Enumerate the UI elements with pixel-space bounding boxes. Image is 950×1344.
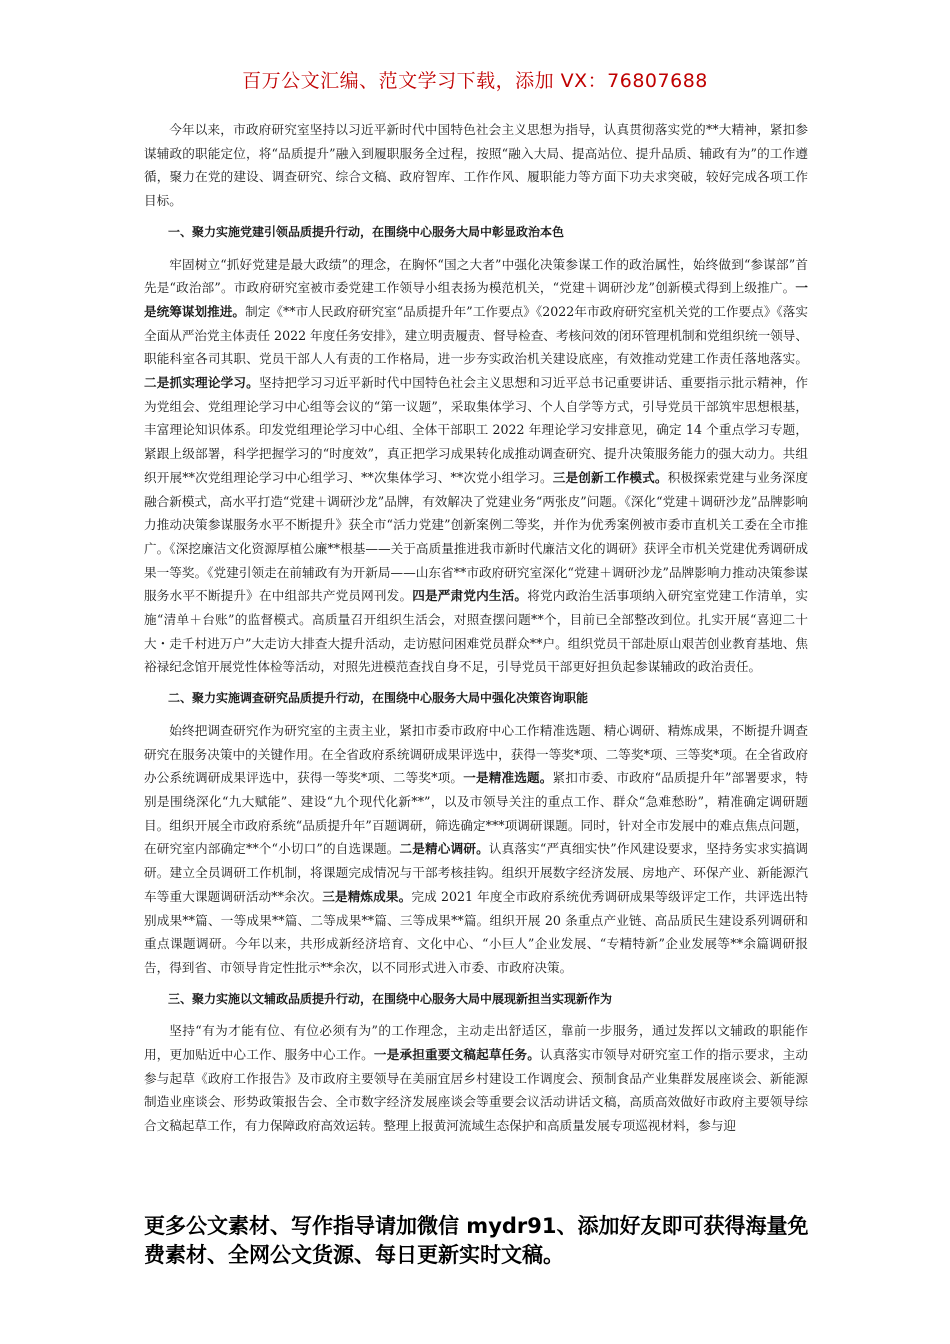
section-2-heading: 二、聚力实施调查研究品质提升行动，在围绕中心服务大局中强化决策咨询职能: [168, 691, 589, 706]
key-point-4: 四是严肃党内生活。: [412, 588, 528, 604]
text-run: 认真落实市领导对研究室工作的指示要求，主动参与起草《政府工作报告》及市政府主要领导在美丽宜居乡村建设工作调度会、预制食品产业集群发展座谈会、新能源制造业座谈会、形势政策报告会、全市数字经济发展座谈会等重要会议活动讲话文稿，高质高效做好市政府主要领导综合文稿起草工作，有力保障政府高效运转。整理上报黄河流域生态保护和高质量发展专项巡视材料，参与迎: [144, 1047, 809, 1134]
text-run: 始终把调查研究作为研究室的主责主业，紧扣市委市政府中心工作精准选题、精心调研、精炼成果，不断提升调查研究在服务决策中的关键作用。在全省政府系统调研成果评选中，获得一等奖*项、二等奖*项、三等奖*项。在全省政府办公系统调研成果评选中，获得一等奖*项、二等奖*项。: [144, 722, 808, 786]
text-run: 将党内政治生活事项纳入研究室党建工作清单，实施“清单＋台账”的监督模式。高质量召开组织生活会，对照查摆问题**个，目前已全部整改到位。扎实开展“喜迎二十大・走千村进万户”大走访大排查大提升活动，走访慰问困难党员群众**户。组织党员干部赴原山艰苦创业教育基地、焦裕禄纪念馆开展党性体检等活动，对照先进模范查找自身不足，引导党员干部更好担负起参谋辅政的政治责任。: [144, 588, 809, 675]
key-point-3: 三是精炼成果。: [322, 888, 412, 904]
text-run: 坚持“有为才能有位、有位必须有为”的工作理念，主动走出舒适区，靠前一步服务，通过发挥以文辅政的职能作用，更加贴近中心工作、服务中心工作。: [144, 1023, 808, 1063]
text-run: 完成 2021 年度全市政府系统优秀调研成果等级评定工作，共评选出特别成果**篇、一等成果**篇、二等成果**篇、三等成果**篇。组织开展 20 条重点产业链、高品质民生建设系列调研和重点课题调研。今年以来，共形成新经济培育、文化中心、“小巨人”企业发展、“专精特新”企业发展等**余篇调研报告，得到省、市领导肯定性批示**余次，以不同形式进入市委、市政府决策。: [144, 888, 809, 975]
key-point-1: 一是精准选题。: [463, 770, 553, 786]
intro-paragraph: 今年以来，市政府研究室坚持以习近平新时代中国特色社会主义思想为指导，认真贯彻落实党的**大精神，紧扣参谋辅政的职能定位，将“品质提升”融入到履职服务全过程，按照“融入大局、提高站位、提升品质、辅政有为”的工作遵循，聚力在党的建设、调查研究、综合文稿、政府智库、工作作风、履职能力等方面下功夫求突破，较好完成各项工作目标。: [144, 122, 808, 209]
section-1-heading: 一、聚力实施党建引领品质提升行动，在围绕中心服务大局中彰显政治本色: [168, 224, 565, 239]
key-point-1: 一是统筹谋划推进。: [144, 280, 808, 319]
section-2-paragraph: [144, 719, 808, 980]
text-run: 积极探索党建与业务深度融合新模式，高水平打造“党建＋调研沙龙”品牌，有效解决了党建业务“两张皮”问题。《深化“党建＋调研沙龙”品牌影响力推动决策参谋服务水平不断提升》获全市“活力党建”创新案例二等奖，并作为优秀案例被市委市直机关工委在全市推广。《深挖廉洁文化资源厚植公廉**根基——关于高质量推进我市新时代廉洁文化的调研》获评全市机关党建优秀调研成果一等奖。《党建引领走在前辅政有为开新局——山东省**市政府研究室深化“党建＋调研沙龙”品牌影响力推动决策参谋服务水平不断提升》在中组部共产党员网刊发。: [144, 469, 809, 604]
watermark-banner: 百万公文汇编、范文学习下载，添加 VX：76807688: [242, 70, 708, 92]
section-1-paragraph: [144, 253, 808, 680]
key-point-1: 一是承担重要文稿起草任务。: [373, 1047, 540, 1063]
section-3-heading: 三、聚力实施以文辅政品质提升行动，在围绕中心服务大局中展现新担当实现新作为: [168, 991, 613, 1006]
section-3-paragraph: [144, 1019, 808, 1138]
text-run: 认真落实“严真细实快”作风建设要求，坚持务实求实搞调研。建立全员调研工作机制，将课题完成情况与干部考核挂钩。组织开展数字经济发展、房地产、环保产业、新能源汽车等重大课题调研活动**余次。: [144, 841, 808, 904]
promo-footer: 更多公文素材、写作指导请加微信 mydr91、添加好友即可获得海量免费素材、全网公文货源、每日更新实时文稿。: [144, 1214, 809, 1267]
key-point-2: 二是精心调研。: [399, 841, 489, 857]
key-point-3: 三是创新工作模式。: [552, 469, 668, 485]
key-point-2: 二是抓实理论学习。: [144, 375, 259, 391]
text-run: 牢固树立“抓好党建是最大政绩”的理念，在胸怀“国之大者”中强化决策参谋工作的政治属性，始终做到“参谋部”首先是“政治部”。市政府研究室被市委党建工作领导小组表扬为模范机关，“党建＋调研沙龙”创新模式得到上级推广。: [144, 256, 808, 296]
text-run: 坚持把学习习近平新时代中国特色社会主义思想和习近平总书记重要讲话、重要指示批示精神，作为党组会、党组理论学习中心组等会议的“第一议题”，采取集体学习、个人自学等方式，引导党员干部筑牢思想根基，丰富理论知识体系。印发党组理论学习中心组、全体干部职工 2022 年理论学习安排意见，确定 14 个重点学习专题，紧跟上级部署，科学把握学习的“时度效”，真正把学习成果转化成推动调查研究、提升决策服务能力的强大动力。共组织开展**次党组理论学习中心组学习、**次集体学习、**次党小组学习。: [144, 375, 809, 485]
text-run: 制定《**市人民政府研究室“品质提升年”工作要点》《2022年市政府研究室机关党的工作要点》《落实全面从严治党主体责任 2022 年度任务安排》，建立明责履责、督导检查、考核问效的闭环管理机制和党组织统一领导、职能科室各司其职、党员干部人人有责的工作格局，进一步夯实政治机关建设底座，有效推动党建工作责任落地落实。: [144, 303, 809, 367]
text-run: 紧扣市委、市政府“品质提升年”部署要求，特别是围绕深化“九大赋能”、建设“九个现代化新**”，以及市领导关注的重点工作、群众“急难愁盼”，精准确定调研题目。组织开展全市政府系统“品质提升年”百题调研，筛选确定***项调研课题。同时，针对全市发展中的难点焦点问题，在研究室内部确定**个“小切口”的自选课题。: [144, 770, 809, 857]
document-body: [144, 118, 808, 1138]
